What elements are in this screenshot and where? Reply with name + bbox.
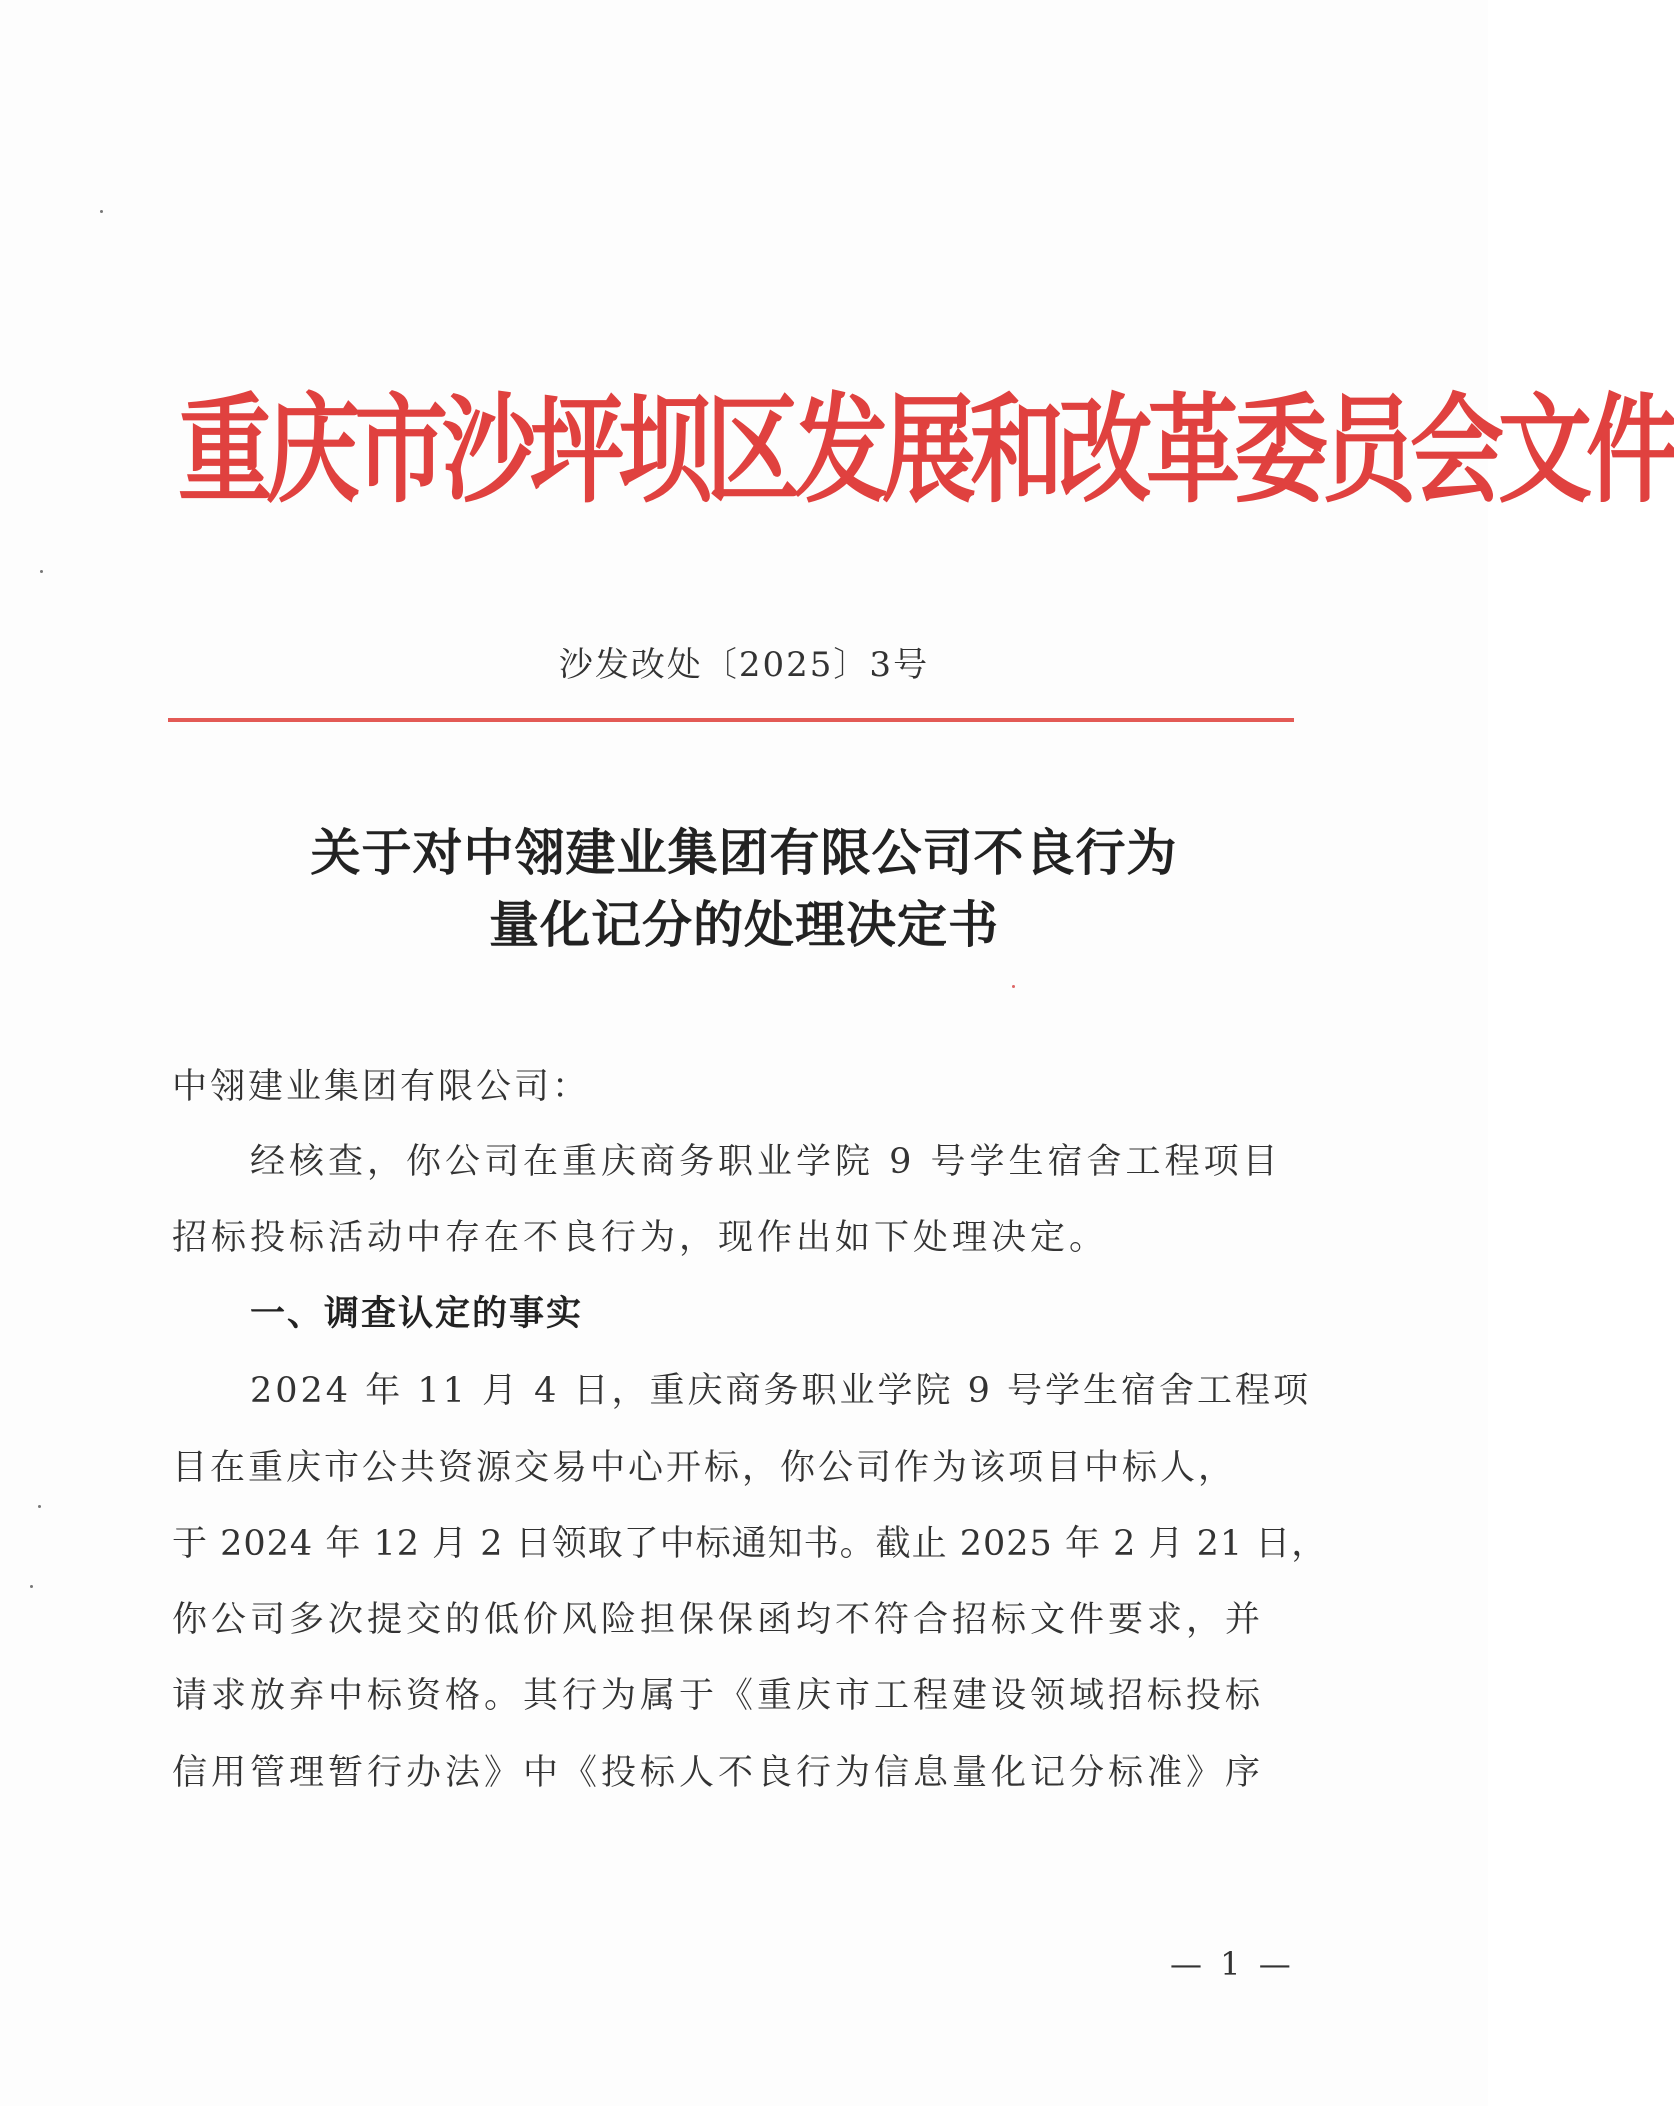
masthead-title: 重庆市沙坪坝区发展和改革委员会文件 — [178, 383, 1674, 520]
document-number: 沙发改处〔2025〕3号 — [558, 645, 930, 685]
paragraph-2-line-3: 于 2024 年 12 月 2 日领取了中标通知书。截止 2025 年 2 月 21 日， — [172, 1524, 1328, 1564]
document-title-line-2: 量化记分的处理决定书 — [489, 895, 999, 954]
scan-speck — [1012, 985, 1015, 988]
paragraph-2-line-4: 你公司多次提交的低价风险担保保函均不符合招标文件要求，并 — [172, 1600, 1265, 1640]
paragraph-1-line-1: 经核查，你公司在重庆商务职业学院 9 号学生宿舍工程项目 — [250, 1142, 1282, 1182]
paragraph-2-line-6: 信用管理暂行办法》中《投标人不良行为信息量化记分标准》序 — [172, 1753, 1265, 1793]
scan-speck — [38, 1505, 41, 1508]
paragraph-2-line-2: 目在重庆市公共资源交易中心开标，你公司作为该项目中标人， — [172, 1448, 1237, 1488]
scan-speck — [30, 1585, 33, 1588]
document-title-line-1: 关于对中翎建业集团有限公司不良行为 — [310, 823, 1178, 882]
scan-speck — [40, 570, 43, 573]
paragraph-2-line-5: 请求放弃中标资格。其行为属于《重庆市工程建设领域招标投标 — [172, 1676, 1265, 1716]
scan-speck — [100, 210, 103, 213]
red-divider-line — [168, 718, 1294, 722]
section-1-heading: 一、调查认定的事实 — [250, 1294, 584, 1334]
page-number: — 1 — — [1170, 1945, 1295, 1983]
paragraph-1-line-2: 招标投标活动中存在不良行为，现作出如下处理决定。 — [172, 1218, 1109, 1258]
salutation: 中翎建业集团有限公司： — [172, 1067, 591, 1107]
paragraph-2-line-1: 2024 年 11 月 4 日，重庆商务职业学院 9 号学生宿舍工程项 — [250, 1371, 1312, 1411]
